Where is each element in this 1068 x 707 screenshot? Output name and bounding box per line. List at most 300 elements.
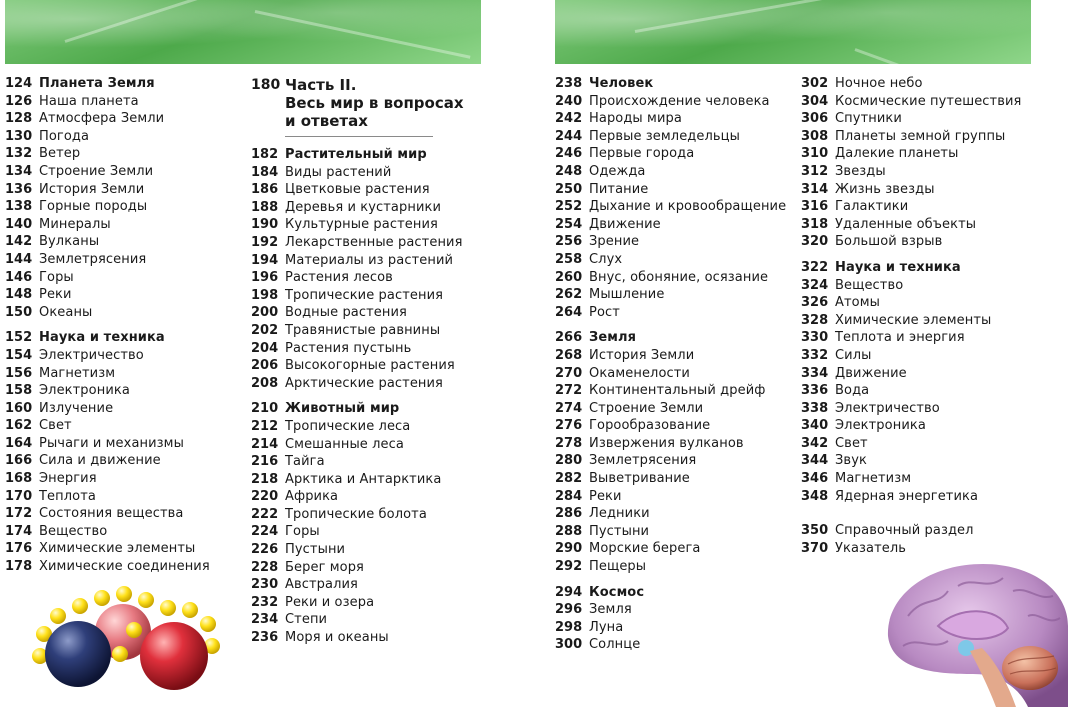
toc-entry [801, 199, 1021, 217]
toc-entry [5, 199, 210, 217]
toc-entry [251, 305, 464, 323]
toc-entry-title: Реки [589, 488, 622, 504]
toc-entry [5, 305, 210, 323]
toc-entry-title: Химические соединения [39, 559, 210, 575]
toc-page-number: 284 [555, 488, 583, 504]
toc-entry-title: Морские берега [589, 541, 701, 557]
toc-entry [251, 472, 464, 490]
toc-entry [5, 287, 210, 305]
toc-entry-title: Жизнь звезды [835, 181, 935, 197]
toc-entry-title: Первые земледельцы [589, 128, 740, 144]
toc-entry-title: Солнце [589, 637, 641, 653]
toc-page-number: 300 [555, 637, 583, 653]
toc-entry-title: Пустыни [589, 523, 650, 539]
toc-entry [5, 366, 210, 384]
toc-entry [555, 129, 786, 147]
part-title-line1: Часть II. [285, 76, 357, 94]
toc-page-number: 200 [251, 305, 279, 321]
toc-entry-title: Растения лесов [285, 270, 393, 286]
toc-entry-title: Теплота [39, 488, 96, 504]
toc-entry-title: Африка [285, 489, 339, 505]
toc-entry-title: Луна [589, 619, 624, 635]
toc-page-number: 186 [251, 182, 279, 198]
toc-entry [251, 182, 464, 200]
toc-entry [251, 200, 464, 218]
toc-page-number: 348 [801, 488, 829, 504]
toc-page-number: 332 [801, 347, 829, 363]
toc-entry-title: Растения пустынь [285, 340, 412, 356]
toc-entry [5, 94, 210, 112]
toc-page-number: 236 [251, 630, 279, 646]
toc-entry-title: Арктика и Антарктика [285, 471, 442, 487]
toc-entry [555, 620, 786, 638]
toc-page-number: 286 [555, 506, 583, 522]
toc-entry-title: Свет [835, 435, 868, 451]
toc-entry [801, 234, 1021, 252]
toc-page-number: 346 [801, 471, 829, 487]
toc-page-number: 148 [5, 287, 33, 303]
toc-entry [5, 401, 210, 419]
toc-page-number: 150 [5, 304, 33, 320]
toc-entry [555, 199, 786, 217]
toc-entry-title: Космос [589, 584, 645, 600]
toc-page-number: 242 [555, 111, 583, 127]
toc-page-number: 266 [555, 330, 583, 346]
toc-entry-title: Лекарственные растения [285, 234, 463, 250]
toc-entry [555, 453, 786, 471]
leaf-banner-right [555, 0, 1031, 64]
toc-entry [251, 612, 464, 630]
toc-entry-title: Движение [589, 216, 661, 232]
toc-entry-title: Космические путешествия [835, 93, 1022, 109]
toc-entry [5, 436, 210, 454]
leaf-banner-left [5, 0, 481, 64]
toc-page-number: 168 [5, 471, 33, 487]
toc-entry-title: Горы [39, 269, 74, 285]
toc-section-heading [5, 330, 210, 348]
toc-entry-title: Выветривание [589, 471, 690, 487]
toc-entry [555, 637, 786, 655]
toc-entry [5, 524, 210, 542]
toc-page-number: 230 [251, 577, 279, 593]
toc-section-heading [251, 147, 464, 165]
toc-entry [801, 295, 1021, 313]
toc-entry-title: Магнетизм [39, 365, 116, 381]
toc-entry-title: Австралия [285, 577, 358, 593]
toc-page-number: 250 [555, 181, 583, 197]
toc-page-number: 262 [555, 287, 583, 303]
toc-entry [555, 366, 786, 384]
toc-entry-title: Электроника [39, 383, 130, 399]
toc-entry-title: Спутники [835, 111, 902, 127]
toc-entry-title: Арктические растения [285, 375, 443, 391]
toc-page-number: 298 [555, 619, 583, 635]
toc-entry [801, 278, 1021, 296]
toc-entry-title: Магнетизм [835, 471, 912, 487]
toc-entry [5, 348, 210, 366]
toc-entry-title: Справочный раздел [835, 523, 974, 539]
toc-entry [801, 313, 1021, 331]
toc-entry [555, 418, 786, 436]
toc-page-number: 202 [251, 322, 279, 338]
toc-page-number: 340 [801, 418, 829, 434]
toc-entry [251, 376, 464, 394]
toc-entry [5, 418, 210, 436]
toc-entry [555, 217, 786, 235]
toc-entry-title: Сила и движение [39, 453, 161, 469]
toc-entry-title: Движение [835, 365, 907, 381]
toc-page-number: 370 [801, 540, 829, 556]
toc-page-number: 350 [801, 523, 829, 539]
toc-entry-title: Внус, обоняние, осязание [589, 269, 769, 285]
toc-entry [801, 523, 1021, 541]
toc-entry [801, 94, 1021, 112]
toc-page-number: 160 [5, 400, 33, 416]
toc-entry-title: Человек [589, 76, 654, 91]
toc-entry [251, 560, 464, 578]
toc-entry-title: Деревья и кустарники [285, 199, 441, 215]
toc-page-number: 344 [801, 453, 829, 469]
toc-section-heading [555, 76, 786, 94]
toc-page-number: 330 [801, 330, 829, 346]
toc-entry-title: Теплота и энергия [835, 330, 965, 346]
toc-entry [5, 164, 210, 182]
toc-page-number: 152 [5, 330, 33, 346]
toc-entry [5, 453, 210, 471]
toc-page-number: 192 [251, 234, 279, 250]
toc-entry [555, 182, 786, 200]
toc-page-number: 254 [555, 216, 583, 232]
toc-entry [801, 164, 1021, 182]
toc-column-1 [5, 76, 210, 577]
toc-page-number: 218 [251, 471, 279, 487]
toc-entry-title: Галактики [835, 199, 909, 215]
part-title-line2: Весь мир в вопросах [285, 94, 464, 112]
toc-entry-title: Первые города [589, 146, 695, 162]
toc-page-number: 204 [251, 340, 279, 356]
toc-entry-title: Электричество [39, 347, 144, 363]
toc-entry [555, 524, 786, 542]
toc-page-number: 238 [555, 76, 583, 91]
toc-section-heading [251, 401, 464, 419]
toc-page-number: 334 [801, 365, 829, 381]
toc-entry [251, 595, 464, 613]
toc-page-number: 296 [555, 602, 583, 618]
toc-entry-title: Океаны [39, 304, 93, 320]
toc-entry-title: Тропические болота [285, 506, 427, 522]
toc-entry [251, 454, 464, 472]
toc-entry-title: Континентальный дрейф [589, 383, 766, 399]
toc-entry [555, 348, 786, 366]
toc-entry [555, 305, 786, 323]
toc-entry-title: Ночное небо [835, 76, 923, 91]
toc-entry [5, 234, 210, 252]
toc-entry-title: Мышление [589, 287, 665, 303]
toc-entry-title: Землетрясения [39, 251, 147, 267]
toc-entry [5, 182, 210, 200]
toc-entry-title: Степи [285, 612, 328, 628]
toc-page-number: 292 [555, 559, 583, 575]
toc-entry [555, 436, 786, 454]
toc-entry-title: Тайга [285, 454, 325, 470]
toc-entry [5, 541, 210, 559]
toc-page-number: 138 [5, 199, 33, 215]
toc-entry-title: Горные породы [39, 199, 148, 215]
toc-page-number: 164 [5, 435, 33, 451]
toc-page-number: 306 [801, 111, 829, 127]
toc-entry [555, 270, 786, 288]
toc-page-number: 220 [251, 489, 279, 505]
toc-page-number: 234 [251, 612, 279, 628]
toc-entry-title: Берег моря [285, 559, 364, 575]
toc-page-number: 190 [251, 217, 279, 233]
toc-page-number: 162 [5, 418, 33, 434]
toc-page-number: 268 [555, 347, 583, 363]
toc-page-number: 274 [555, 400, 583, 416]
toc-entry [251, 165, 464, 183]
toc-page-number: 206 [251, 358, 279, 374]
toc-page-number: 324 [801, 277, 829, 293]
toc-page-number: 178 [5, 559, 33, 575]
toc-page-number: 314 [801, 181, 829, 197]
toc-entry-title: Высокогорные растения [285, 358, 455, 374]
brain-illustration [878, 556, 1068, 707]
toc-entry [555, 146, 786, 164]
toc-page-number: 272 [555, 383, 583, 399]
toc-page-number: 278 [555, 435, 583, 451]
toc-entry [555, 541, 786, 559]
toc-page-number: 158 [5, 383, 33, 399]
toc-entry-title: Моря и океаны [285, 630, 389, 646]
toc-entry-title: Силы [835, 347, 872, 363]
toc-entry [5, 471, 210, 489]
toc-entry [251, 323, 464, 341]
toc-page-number: 208 [251, 375, 279, 391]
toc-entry [801, 418, 1021, 436]
toc-page-number: 130 [5, 128, 33, 144]
toc-entry [801, 330, 1021, 348]
toc-entry-title: Животный мир [285, 401, 400, 417]
toc-page-number: 252 [555, 199, 583, 215]
toc-entry-title: Землетрясения [589, 453, 697, 469]
toc-page-number: 126 [5, 93, 33, 109]
toc-entry-title: Растительный мир [285, 147, 427, 162]
toc-entry-title: Цветковые растения [285, 182, 430, 198]
toc-entry-title: Наша планета [39, 93, 139, 109]
toc-entry-title: Культурные растения [285, 217, 438, 233]
toc-entry-title: Вода [835, 383, 870, 399]
part-title [285, 76, 464, 130]
toc-page-number: 282 [555, 471, 583, 487]
toc-entry-title: Рычаги и механизмы [39, 435, 184, 451]
toc-entry [5, 146, 210, 164]
toc-page-number: 212 [251, 418, 279, 434]
toc-entry-title: Далекие планеты [835, 146, 959, 162]
toc-entry [801, 129, 1021, 147]
toc-page-number: 140 [5, 216, 33, 232]
toc-page-number: 316 [801, 199, 829, 215]
toc-entry-title: Погода [39, 128, 90, 144]
toc-entry [555, 602, 786, 620]
toc-entry [801, 182, 1021, 200]
toc-entry-title: Энергия [39, 471, 97, 487]
toc-entry-title: Горы [285, 524, 320, 540]
toc-entry [801, 146, 1021, 164]
toc-entry [555, 234, 786, 252]
toc-entry [5, 270, 210, 288]
toc-page-number: 142 [5, 234, 33, 250]
toc-entry-title: Ядерная энергетика [835, 488, 979, 504]
toc-entry-title: Слух [589, 251, 623, 267]
toc-section-heading [555, 585, 786, 603]
toc-entry [555, 94, 786, 112]
toc-entry [251, 288, 464, 306]
toc-entry [801, 217, 1021, 235]
toc-entry-title: Химические элементы [39, 541, 196, 557]
toc-column-3 [555, 76, 786, 655]
toc-entry-title: Реки [39, 287, 72, 303]
toc-entry-title: Рост [589, 304, 620, 320]
toc-page-number: 246 [555, 146, 583, 162]
toc-entry-title: Тропические леса [285, 418, 411, 434]
toc-page-number: 198 [251, 287, 279, 303]
toc-page-number: 224 [251, 524, 279, 540]
toc-entry-title: Вещество [39, 523, 108, 539]
toc-page-number: 256 [555, 234, 583, 250]
toc-entry-title: Виды растений [285, 164, 392, 180]
toc-page-number: 280 [555, 453, 583, 469]
toc-entry-title: Земля [589, 602, 632, 618]
toc-entry [5, 489, 210, 507]
toc-entry [251, 524, 464, 542]
toc-page-number: 184 [251, 164, 279, 180]
toc-page-number: 260 [555, 269, 583, 285]
toc-entry-title: Вулканы [39, 234, 100, 250]
toc-entry-title: Смешанные леса [285, 436, 404, 452]
toc-entry-title: Свет [39, 418, 72, 434]
toc-entry [801, 489, 1021, 507]
toc-entry [251, 630, 464, 648]
toc-entry-title: Происхождение человека [589, 93, 770, 109]
toc-entry [801, 348, 1021, 366]
toc-entry-title: Вещество [835, 277, 904, 293]
toc-page-number: 248 [555, 163, 583, 179]
toc-entry-title: Водные растения [285, 305, 407, 321]
toc-entry [5, 217, 210, 235]
toc-page-number: 290 [555, 541, 583, 557]
toc-entry [5, 559, 210, 577]
toc-entry-title: Большой взрыв [835, 234, 943, 250]
toc-entry [555, 489, 786, 507]
toc-page-number: 166 [5, 453, 33, 469]
toc-entry [5, 506, 210, 524]
toc-entry-title: Удаленные объекты [835, 216, 977, 232]
toc-column-4 [801, 76, 1021, 558]
toc-entry [5, 252, 210, 270]
toc-entry [555, 401, 786, 419]
toc-entry [801, 401, 1021, 419]
toc-entry [251, 419, 464, 437]
toc-page-number: 240 [555, 93, 583, 109]
toc-entry-title: Ледники [589, 506, 650, 522]
toc-entry-title: Пещеры [589, 559, 647, 575]
toc-column-2 [251, 76, 464, 648]
toc-entry [251, 507, 464, 525]
toc-page-number: 194 [251, 252, 279, 268]
toc-entry-title: Материалы из растений [285, 252, 454, 268]
toc-page-number: 222 [251, 506, 279, 522]
toc-page-number: 128 [5, 111, 33, 127]
toc-page-number: 328 [801, 312, 829, 328]
toc-entry-title: Строение Земли [39, 163, 154, 179]
toc-page-number: 156 [5, 365, 33, 381]
toc-entry-title: Одежда [589, 163, 646, 179]
toc-page-number: 322 [801, 259, 829, 275]
toc-page-number: 136 [5, 181, 33, 197]
part-divider [285, 136, 433, 137]
toc-page-number: 228 [251, 559, 279, 575]
toc-entry [5, 129, 210, 147]
toc-page-number: 144 [5, 251, 33, 267]
toc-entry [801, 76, 1021, 94]
toc-entry [555, 111, 786, 129]
toc-page-number: 226 [251, 542, 279, 558]
toc-page-number: 214 [251, 436, 279, 452]
toc-entry-title: Пустыни [285, 542, 346, 558]
toc-entry-title: Электроника [835, 418, 926, 434]
toc-entry [555, 506, 786, 524]
toc-entry-title: Наука и техника [835, 259, 961, 275]
toc-page-number: 308 [801, 128, 829, 144]
toc-entry-title: Горообразование [589, 418, 711, 434]
toc-page-number: 318 [801, 216, 829, 232]
toc-entry-title: Электричество [835, 400, 940, 416]
toc-page-number: 176 [5, 541, 33, 557]
toc-page-number: 294 [555, 584, 583, 600]
toc-section-heading [555, 330, 786, 348]
toc-page-number: 146 [5, 269, 33, 285]
toc-page-number: 320 [801, 234, 829, 250]
toc-entry [555, 383, 786, 401]
toc-entry-title: Химические элементы [835, 312, 992, 328]
toc-page-number: 302 [801, 76, 829, 91]
toc-entry [251, 577, 464, 595]
toc-entry [251, 489, 464, 507]
part-page-number: 180 [251, 77, 281, 93]
toc-entry [555, 164, 786, 182]
toc-entry [801, 111, 1021, 129]
toc-page-number: 264 [555, 304, 583, 320]
toc-entry-title: Звук [835, 453, 867, 469]
toc-section-heading [801, 260, 1021, 278]
toc-entry-title: Минералы [39, 216, 111, 232]
toc-entry-title: История Земли [589, 347, 695, 363]
toc-entry-title: Атомы [835, 295, 880, 311]
molecule-illustration [28, 584, 228, 694]
toc-entry [251, 235, 464, 253]
toc-entry-title: Зрение [589, 234, 640, 250]
toc-entry [251, 437, 464, 455]
toc-section-heading [5, 76, 210, 94]
toc-page-number: 336 [801, 383, 829, 399]
toc-page-number: 244 [555, 128, 583, 144]
toc-entry [251, 270, 464, 288]
toc-entry [555, 287, 786, 305]
toc-entry [251, 542, 464, 560]
toc-page-number: 196 [251, 270, 279, 286]
toc-entry [801, 471, 1021, 489]
toc-entry-title: Строение Земли [589, 400, 704, 416]
